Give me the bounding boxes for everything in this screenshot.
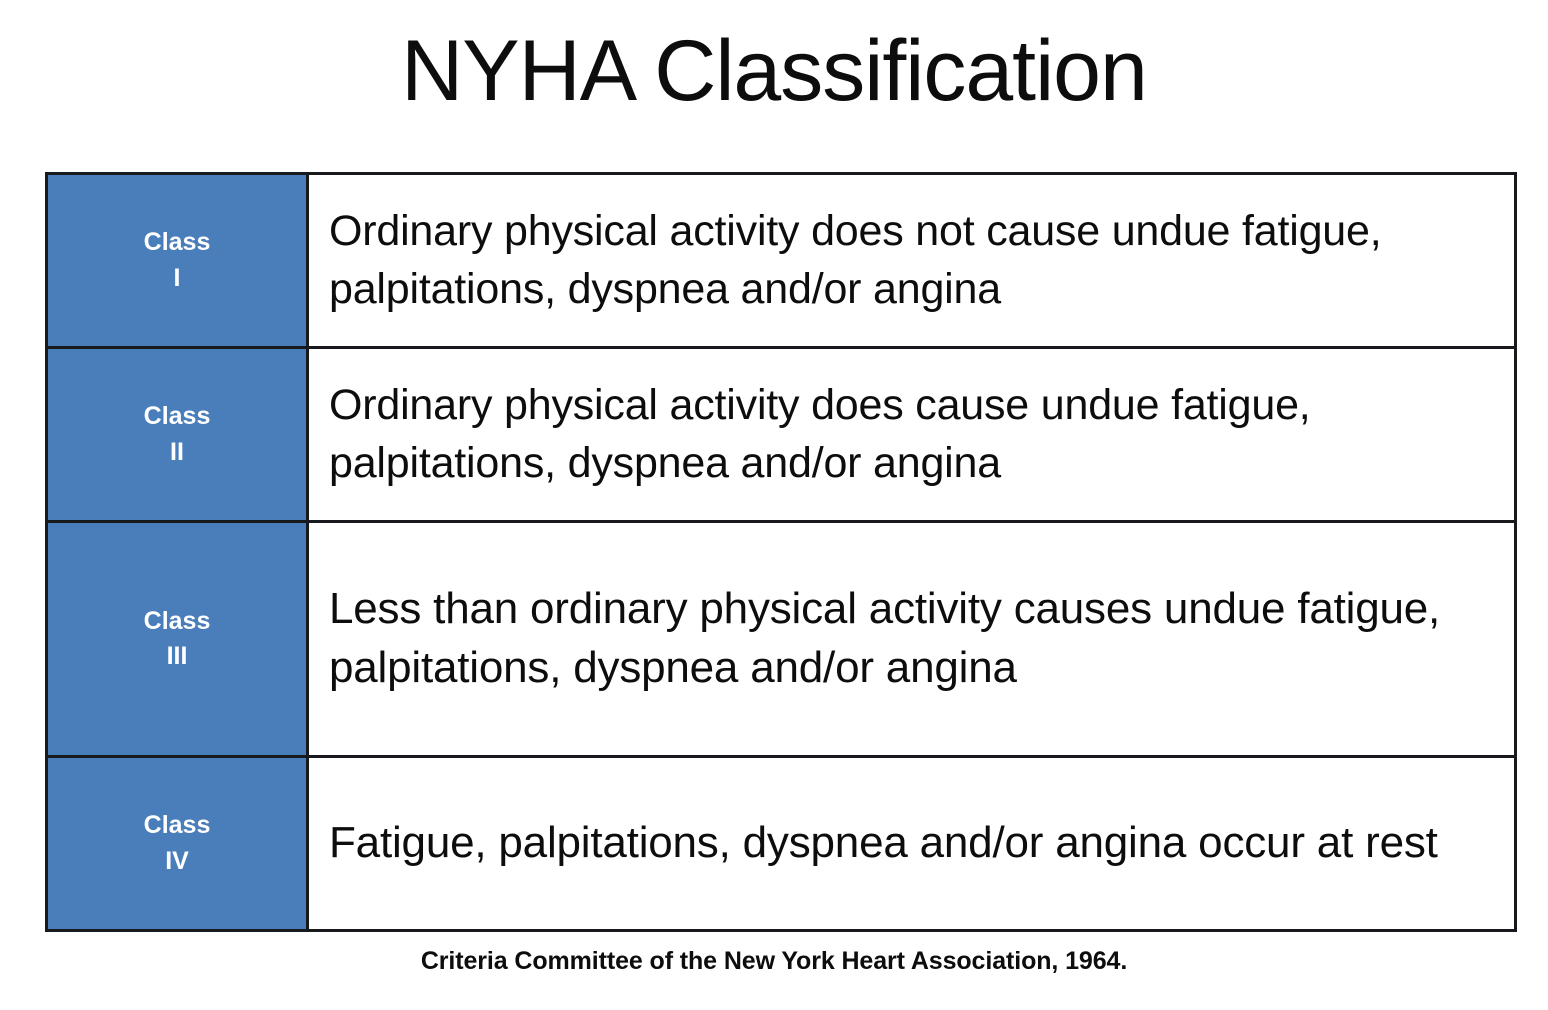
- table-row: [47, 174, 1516, 348]
- class-word-3: Class: [143, 606, 211, 635]
- table-row: [47, 348, 1516, 522]
- class-numeral-4: IV: [165, 846, 189, 875]
- table-body: [47, 174, 1516, 931]
- class-label-cell-2: [47, 348, 308, 522]
- class-label-cell-4: [47, 757, 308, 931]
- nyha-classification-table: [45, 172, 1517, 932]
- class-numeral-1: I: [173, 263, 181, 292]
- class-word-4: Class: [143, 811, 211, 839]
- table-row: [47, 757, 1516, 931]
- class-numeral-3: III: [166, 642, 188, 670]
- class-label-cell-3: [47, 522, 308, 757]
- class-description-cell-4: Fatigue, palpitations, dyspnea and/or angina occur at rest: [308, 757, 1516, 931]
- class-description-cell-3: Less than ordinary physical activity causes undue fatigue, palpitations, dyspnea and/or angina: [308, 522, 1516, 757]
- class-word-1: Class: [143, 228, 211, 256]
- table-row: [47, 522, 1516, 757]
- class-numeral-2: II: [170, 437, 184, 466]
- class-description-cell-2: Ordinary physical activity does cause undue fatigue, palpitations, dyspnea and/or angina: [308, 348, 1516, 522]
- source-citation: Criteria Committee of the New York Heart Association, 1964.: [420, 947, 1128, 975]
- page-title: NYHA Classification: [401, 23, 1147, 119]
- class-description-cell-1: Ordinary physical activity does not cause undue fatigue, palpitations, dyspnea and/or angina: [308, 174, 1516, 348]
- class-label-cell-1: [47, 174, 308, 348]
- class-word-2: Class: [143, 402, 211, 430]
